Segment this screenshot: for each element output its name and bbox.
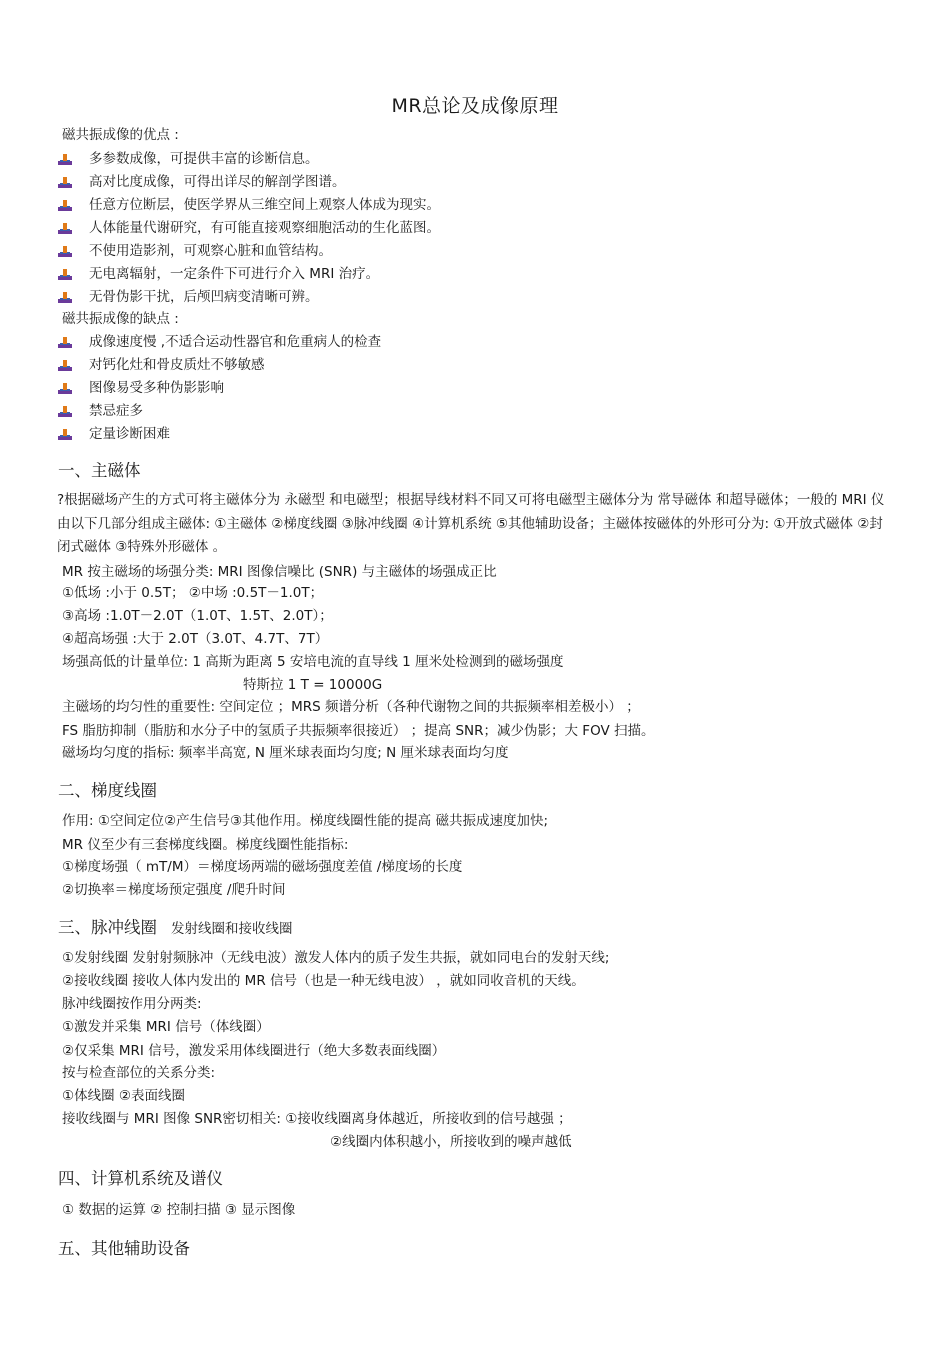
disadvantage-item: 成像速度慢 ,不适合运动性器官和危重病人的检查 (89, 334, 382, 350)
bullet-icon (58, 359, 72, 371)
main-magnet-paragraph: ?根据磁场产生的方式可将主磁体分为 永磁型 和电磁型；根据导线材料不同又可将电磁型主磁体分为 常导磁体 和超导磁体；一般的 MRI 仪由以下几部分组成主磁体: ①主磁体 ②梯度线圈 ③脉冲线圈 ④计算机系统 ⑤其他辅助设备；主磁体按磁体的外形可分为: ①开放式磁体 ②封闭式磁体 ③特殊外形磁体 。 (57, 492, 885, 555)
text-line: 按与检查部位的关系分类: (62, 1065, 216, 1081)
text-line: ③高场 :1.0T－2.0T（1.0T、1.5T、2.0T）； (62, 608, 333, 624)
page-title: MR总论及成像原理 (391, 95, 559, 117)
rf-coil-subheading: 发射线圈和接收线圈 (171, 921, 293, 937)
bullet-icon (58, 199, 72, 211)
text-line: 主磁场的均匀性的重要性: 空间定位 ；MRS 频谱分析（各种代谢物之间的共振频率相差极小） ； (62, 699, 640, 715)
text-line: 脉冲线圈按作用分两类: (62, 996, 202, 1012)
bullet-icon (58, 176, 72, 188)
text-line: 特斯拉 1 T = 10000G (243, 677, 383, 693)
text-line: MR 仪至少有三套梯度线圈。梯度线圈性能指标: (62, 837, 349, 853)
disadvantage-item: 禁忌症多 (89, 403, 143, 419)
advantage-item: 任意方位断层，使医学界从三维空间上观察人体成为现实。 (89, 197, 440, 213)
advantage-item: 无骨伪影干扰，后颅凹病变清晰可辨。 (89, 289, 319, 305)
advantage-item: 高对比度成像，可得出详尽的解剖学图谱。 (89, 174, 346, 190)
text-line: ①梯度场强（ mT/M）＝梯度场两端的磁场强度差值 /梯度场的长度 (62, 859, 463, 875)
text-line: 接收线圈与 MRI 图像 SNR密切相关: ①接收线圈离身体越近，所接收到的信号越强 ； (62, 1111, 572, 1127)
text-line: ②仅采集 MRI 信号，激发采用体线圈进行（绝大多数表面线圈） (62, 1043, 446, 1059)
text-line: ④超高场强 :大于 2.0T（3.0T、4.7T、7T） (62, 631, 329, 647)
text-line: ①低场 :小于 0.5T； ②中场 :0.5T－1.0T； (62, 585, 324, 601)
advantage-item: 不使用造影剂，可观察心脏和血管结构。 (89, 243, 332, 259)
text-line: ①发射线圈 发射射频脉冲（无线电波）激发人体内的质子发生共振，就如同电台的发射天线; (62, 950, 610, 966)
text-line: ①体线圈 ②表面线圈 (62, 1088, 185, 1104)
advantage-item: 无电离辐射，一定条件下可进行介入 MRI 治疗。 (89, 266, 380, 282)
section-heading-rf-coil (58, 914, 293, 938)
section-heading-main-magnet: 一、主磁体 (58, 461, 141, 480)
bullet-icon (58, 222, 72, 234)
section-heading-auxiliary-equipment: 五、其他辅助设备 (58, 1239, 190, 1258)
bullet-icon (58, 428, 72, 440)
section-heading-gradient-coil: 二、梯度线圈 (58, 781, 157, 800)
text-line: 磁场均匀度的指标: 频率半高宽, N 厘米球表面均匀度; N 厘米球表面均匀度 (62, 745, 509, 761)
text-line: ①激发并采集 MRI 信号（体线圈） (62, 1019, 270, 1035)
text-line: ① 数据的运算 ② 控制扫描 ③ 显示图像 (62, 1202, 296, 1218)
bullet-icon (58, 153, 72, 165)
text-line: ②线圈内体积越小，所接收到的噪声越低 (330, 1134, 572, 1150)
text-line: 作用: ①空间定位②产生信号③其他作用。梯度线圈性能的提高 磁共振成速度加快; (62, 813, 548, 829)
bullet-icon (58, 336, 72, 348)
disadvantages-heading: 磁共振成像的缺点 : (62, 311, 179, 327)
text-line: MR 按主磁场的场强分类: MRI 图像信噪比 (SNR) 与主磁体的场强成正比 (62, 564, 497, 580)
disadvantage-item: 对钙化灶和骨皮质灶不够敏感 (89, 357, 265, 373)
text-line: 场强高低的计量单位: 1 高斯为距离 5 安培电流的直导线 1 厘米处检测到的磁场强度 (62, 654, 564, 670)
text-line: FS 脂肪抑制（脂肪和水分子中的氢质子共振频率很接近） ；提高 SNR；减少伪影；大 FOV 扫描。 (62, 723, 655, 739)
disadvantage-item: 定量诊断困难 (89, 426, 170, 442)
text-line: ②切换率＝梯度场预定强度 /爬升时间 (62, 882, 286, 898)
advantage-item: 人体能量代谢研究，有可能直接观察细胞活动的生化蓝图。 (89, 220, 440, 236)
bullet-icon (58, 268, 72, 280)
disadvantage-item: 图像易受多种伪影影响 (89, 380, 224, 396)
bullet-icon (58, 405, 72, 417)
rf-coil-heading-text: 三、脉冲线圈 (58, 918, 157, 937)
bullet-icon (58, 382, 72, 394)
text-line: ②接收线圈 接收人体内发出的 MR 信号（也是一种无线电波） ，就如同收音机的天线。 (62, 973, 585, 989)
bullet-icon (58, 245, 72, 257)
section-heading-computer-system: 四、计算机系统及谱仪 (58, 1169, 223, 1188)
advantage-item: 多参数成像，可提供丰富的诊断信息。 (89, 151, 319, 167)
bullet-icon (58, 291, 72, 303)
advantages-heading: 磁共振成像的优点 : (62, 127, 179, 143)
